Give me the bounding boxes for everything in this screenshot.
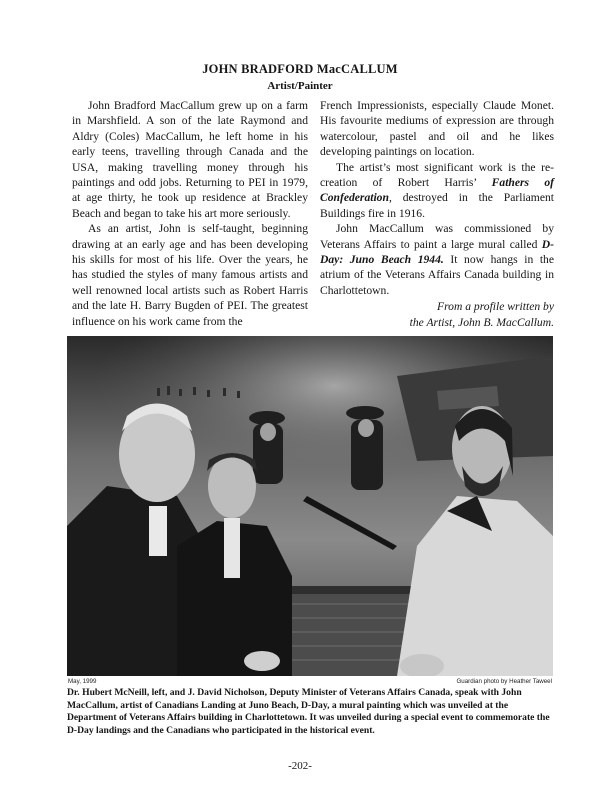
paragraph-text: , destroyed in the Parliament Buildings fire in 1916. <box>320 191 554 220</box>
artwork-title-d-day-juno-beach: D-Day: Juno Beach 1944. <box>320 237 554 267</box>
artwork-title-fathers-of-confederation: Fathers of Confederation <box>320 176 554 205</box>
photo-date: May, 1999 <box>68 678 97 685</box>
profile-credit <box>320 299 554 330</box>
left-text-column <box>72 98 308 329</box>
paragraph-text: John MacCallum was commissioned by Veterans Affairs to paint a large mural called <box>320 222 554 251</box>
paragraph-text: It now hangs in the atrium of the Veterans Affairs Canada building in Charlottetown. <box>320 253 554 297</box>
right-paragraph-3 <box>320 221 554 298</box>
photo-caption: Dr. Hubert McNeill, left, and J. David Nicholson, Deputy Minister of Veterans Affairs Canada, speak with John MacCallum, artist of Canadians Landing at Juno Beach, D-Day, a mural painting which was unveiled at the Department of Veterans Affairs building in Charlottetown. It was unveiled during a special event to commemorate the D-Day landings and the Canadians who participated in the historical event. <box>67 687 550 736</box>
page-number: -202- <box>288 760 312 772</box>
left-paragraph-2: As an artist, John is self-taught, beginning drawing at an early age and has been developing his skills for most of his life. Over the years, he has studied the styles of many famous artists and well renowned local artists such as Robert Harris and the late H. Barry Bugden of PEI. The greatest influence on his work came from the <box>72 222 308 328</box>
profile-credit-line-1: From a profile written by <box>436 300 554 314</box>
mural-photograph <box>67 336 553 676</box>
right-paragraph-1: French Impressionists, especially Claude Monet. His favourite mediums of expression are through watercolour, pastel and oil and he likes developing paintings on location. <box>320 99 554 159</box>
photo-credit: Guardian photo by Heather Taweel <box>456 678 552 685</box>
page-title: JOHN BRADFORD MacCALLUM <box>202 62 398 76</box>
right-paragraph-2 <box>320 160 554 222</box>
profile-credit-line-2: the Artist, John B. MacCallum. <box>409 315 554 329</box>
page-subtitle: Artist/Painter <box>267 80 333 92</box>
left-paragraph-1: John Bradford MacCallum grew up on a farm in Marshfield. A son of the late Raymond and Aldry (Coles) MacCallum, he left home in his early teens, travelling through Canada and the USA, making travelling money through his paintings and odd jobs. Returning to PEI in 1979, at age thirty, he took up residence at Brackley Beach and began to take his art more seriously. <box>72 99 308 220</box>
paragraph-text: The artist’s most significant work is the re-creation of Robert Harris’ <box>320 160 554 190</box>
right-text-column <box>320 98 554 330</box>
photograph-image <box>67 336 553 676</box>
